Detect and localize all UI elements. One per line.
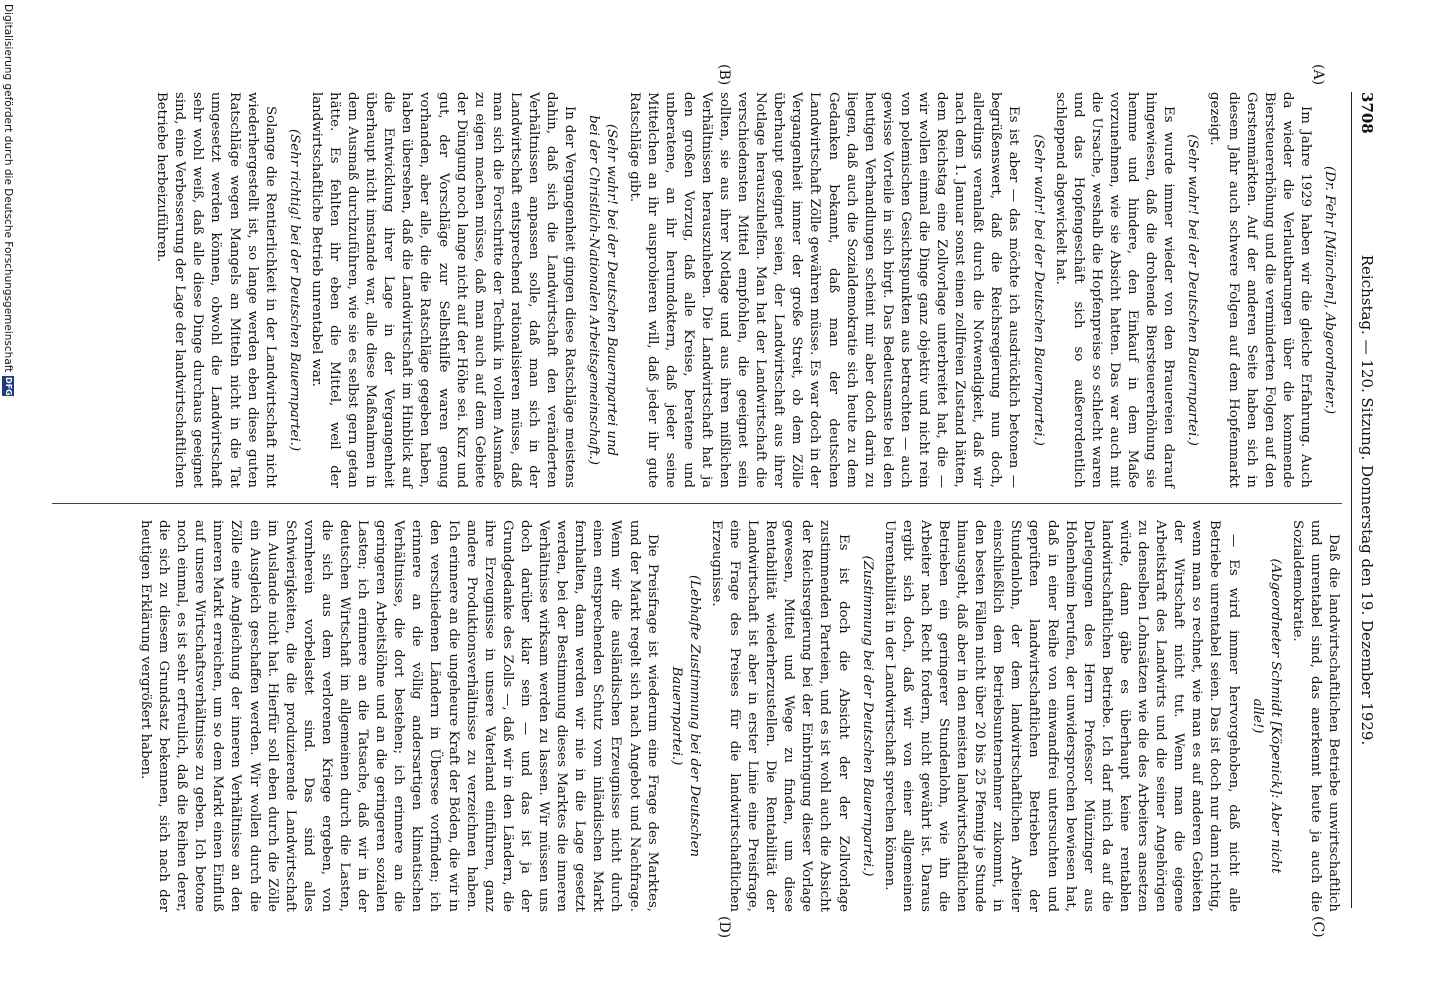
footer-text: Digitalisierung gefördert durch die Deutsche Forschungsgemeinschaft [2, 4, 14, 373]
interjection: (Lebhafte Zustimmung bei der Deutschen Bauernpartei.) [668, 574, 702, 858]
interjection: (Sehr wahr! bei der Deutschen Bauernpartei.) [1030, 134, 1046, 446]
paragraph: Solange die Rentierlichkeit in der Landwirtschaft nicht wiederhergestellt ist, so lange werden eben diese guten Ratschläge wegen Mangels an Mitteln nicht in die Tat umgesetzt werden können, obwohl die Landwirtschaft sehr wohl weiß, daß alle diese Dinge durchaus geeignet sind, eine Verbesserung der Lage der landwirtschaftlichen Betriebe herbeizuführen. [154, 92, 278, 488]
right-column [134, 520, 1342, 912]
paragraph: Daß die landwirtschaftlichen Betriebe unwirtschaftlich und unrentabel sind, das anerkennt heute ja auch die Sozialdemokratie. [1289, 520, 1341, 912]
left-column [150, 92, 1342, 488]
interjection: (Sehr wahr! bei der Deutschen Bauernpartei.) [1185, 134, 1201, 446]
paragraph: In der Vergangenheit gingen diese Ratschläge meistens dahin, daß sich die Landwirtschaft den veränderten Verhältnissen anpassen solle, daß man sich in der Landwirtschaft entsprechend rationalisieren müsse, daß man sich die Fortschritte der Technik in vollem Ausmaße zu eigen machen müsse, daß man auch auf dem Gebiete der Düngung noch lange nicht auf der Höhe sei. Kurz und gut, der Vorschläge zur Selbsthilfe waren genug vorhanden, aber alle, die die Ratschläge gegeben haben, haben übersehen, daß die Landwirtschaft im Hinblick auf die Entwicklung ihrer Lage in der Vergangenheit überhaupt nicht imstande war, alle diese Maßnahmen in dem Ausmaß durchzuführen, wie sie es selbst gern getan hätte. Es fehlten ihr eben die Mittel, weil der landwirtschaftliche Betrieb unrentabel war. [308, 92, 578, 488]
paragraph: — Es wird immer hervorgehoben, daß nicht alle Betriebe unrentabel seien. Das ist doch nur dann richtig, wenn man so rechnet, wie man es auf anderen Gebieten der Wirtschaft nicht tut. Wenn man die eigene Arbeitskraft des Landwirts und die seiner Angehörigen zu denselben Lohnsätzen wie die des Arbeiters ansetzen würde, dann gäbe es überhaupt keine rentablen landwirtschaftlichen Betriebe. Ich darf mich da auf die Darlegungen des Herrn Professor Münzinger aus Hohenheim berufen, der unwidersprochen bewiesen hat, daß in einer Reihe von einwandfrei untersuchten und geprüften landwirtschaftlichen Betrieben der Stundenlohn, der dem landwirtschaftlichen Arbeiter einschließlich dem Betriebsunternehmer zukommt, in den besten Fällen nicht über 20 bis 25 Pfennig je Stunde hinausgeht, daß aber in den meisten landwirtschaftlichen Betrieben ein geringerer Stundenlohn, wie ihn die Arbeiter nach Recht fordern, nicht gewährt ist. Daraus ergibt sich doch, daß wir von einer allgemeinen Unrentabilität in der Landwirtschaft sprechen können. [881, 520, 1241, 912]
paragraph: Es ist doch die Absicht der der Zollvorlage zustimmenden Parteien, und es ist wohl auch die Absicht der Reichsregierung bei der Einbringung dieser Vorlage gewesen, Mittel und Wege zu finden, um diese Rentabilität wiederherzustellen. Die Rentabilität der Landwirtschaft ist aber in erster Linie eine Preisfrage, eine Frage des Preises für die landwirtschaftlichen Erzeugnisse. [708, 520, 851, 912]
interjection: (Zustimmung bei der Deutschen Bauernpartei.) [859, 555, 875, 877]
dfg-logo: DFG [4, 377, 13, 396]
margin-marker-a: (A) [1310, 64, 1326, 86]
digitization-footer [1, 4, 15, 994]
paragraph: Im Jahre 1929 haben wir die gleiche Erfahrung. Auch da wieder die Verlautbarungen über die kommende Biersteuererhöhung und die verminderten Folgen auf den Gerstenmärkten. Auf der anderen Seite haben sich in diesem Jahr auch schwere Folgen auf dem Hopfenmarkt gezeigt. [1207, 92, 1313, 488]
interjection: (Sehr richtig! bei der Deutschen Bauernpartei.) [286, 128, 302, 452]
page-number: 3708 [1358, 92, 1376, 134]
speaker-line: (Dr. Fehr [München], Abgeordneter.) [1322, 165, 1337, 415]
header-rule [1351, 92, 1352, 908]
margin-marker-b: (B) [716, 64, 732, 86]
page-title: Reichstag. — 120. Sitzung. Donnerstag den 19. Dezember 1929. [1358, 254, 1376, 746]
paragraph: Es wurde immer wieder von den Brauereien darauf hingewiesen, daß die drohende Biersteuererhöhung sie hemme und hindere, den Einkauf in dem Maße vorzunehmen, wie sie Absicht hatten. Das war auch mit die Ursache, weshalb die Hopfenpreise so schlecht waren und das Hopfengeschäft sich so außerordentlich schleppend abgewickelt hat. [1052, 92, 1177, 488]
paragraph: Die Preisfrage ist wiederum eine Frage des Marktes, und der Markt regelt sich nach Angebot und Nachfrage. Wenn wir die ausländischen Erzeugnisse nicht durch einen entsprechenden Schutz vom inländischen Markt fernhalten, dann werden wir nie in die Lage gesetzt werden, bei der Bestimmung dieses Marktes die inneren Verhältnisse wirksam werden zu lassen. Wir müssen uns doch darüber klar sein — und das ist ja der Grundgedanke des Zolls —, daß wir in den Ländern, die ihre Erzeugnisse in unsere Vaterland einführen, ganz andere Produktionsverhältnisse zu verzeichnen haben. Ich erinnere an die ungeheure Kraft der Böden, die wir in den verschiedenen Ländern in Übersee vorfinden; ich erinnere an die völlig andersartigen klimatischen Verhältnisse, die dort bestehen; ich erinnere an die geringeren Arbeitslöhne und an die geringeren sozialen Lasten; ich erinnere an die Tatsache, daß wir in der deutschen Wirtschaft im allgemeinen durch die Lasten, die sich aus dem verlorenen Kriege ergeben, von vornherein vorbelastet sind. Das sind alles Schwierigkeiten, die die produzierende Landwirtschaft im Auslande nicht hat. Hierfür soll eben durch die Zölle ein Ausgleich geschaffen werden. Wir wollen durch die Zölle eine Angleichung der inneren Verhältnisse an den inneren Markt erreichen, um so dem Markt einen Einfluß auf unsere Wirtschaftsverhältnisse zu geben. Ich betone noch einmal, es ist sehr erfreulich, daß die Reihen derer, die sich zu diesem Grundsatz bekennen, sich nach der heutigen Erklärung vergrößert haben. [138, 520, 660, 912]
interjection: (Sehr wahr! bei der Deutschen Bauernpartei und bei der Christlich-Nationalen Arbeitsgemeinschaft.) [586, 115, 620, 465]
interjection: (Abgeordneter Schmidt [Köpenick]: Aber nicht alle!) [1249, 558, 1283, 874]
margin-marker-c: (C) [1310, 916, 1326, 938]
column-divider [52, 503, 1342, 504]
paragraph: Es ist aber — das möchte ich ausdrücklich betonen — begrüßenswert, daß die Reichsregierung nun doch, allerdings veranlaßt durch die Notwendigkeit, daß wir nach dem 1. Januar sonst einen zollfreien Zustand hätten, dem Reichstag eine Zollvorlage unterbreitet hat, die — wir wollen einmal die Dinge ganz objektiv und nicht rein von polemischen Gesichtspunkten aus betrachten — auch gewisse Vorteile in sich birgt. Das Bedeutsamste bei den heutigen Verhandlungen scheint mir aber doch darin zu liegen, daß auch die Sozialdemokratie sich heute zu dem Gedanken bekannt, daß man der deutschen Landwirtschaft Zölle gewähren müsse. Es war doch in der Vergangenheit immer der große Streit, ob dem Zölle überhaupt geeignet seien, der Landwirtschaft aus ihrer Notlage herauszuhelfen. Man hat der Landwirtschaft die verschiedensten Mittel empfohlen, die geeignet sein sollten, sie aus ihrer Notlage und aus ihren mißlichen Verhältnissen herauszuheben. Die Landwirtschaft hat ja den großen Vorzug, daß alle Kreise, beratene und unberatene, an ihr herumdoktern, daß jeder seine Mittelchen an ihr ausprobieren will, daß jeder ihr gute Ratschläge gibt. [626, 92, 1022, 488]
margin-marker-d: (D) [716, 916, 732, 939]
